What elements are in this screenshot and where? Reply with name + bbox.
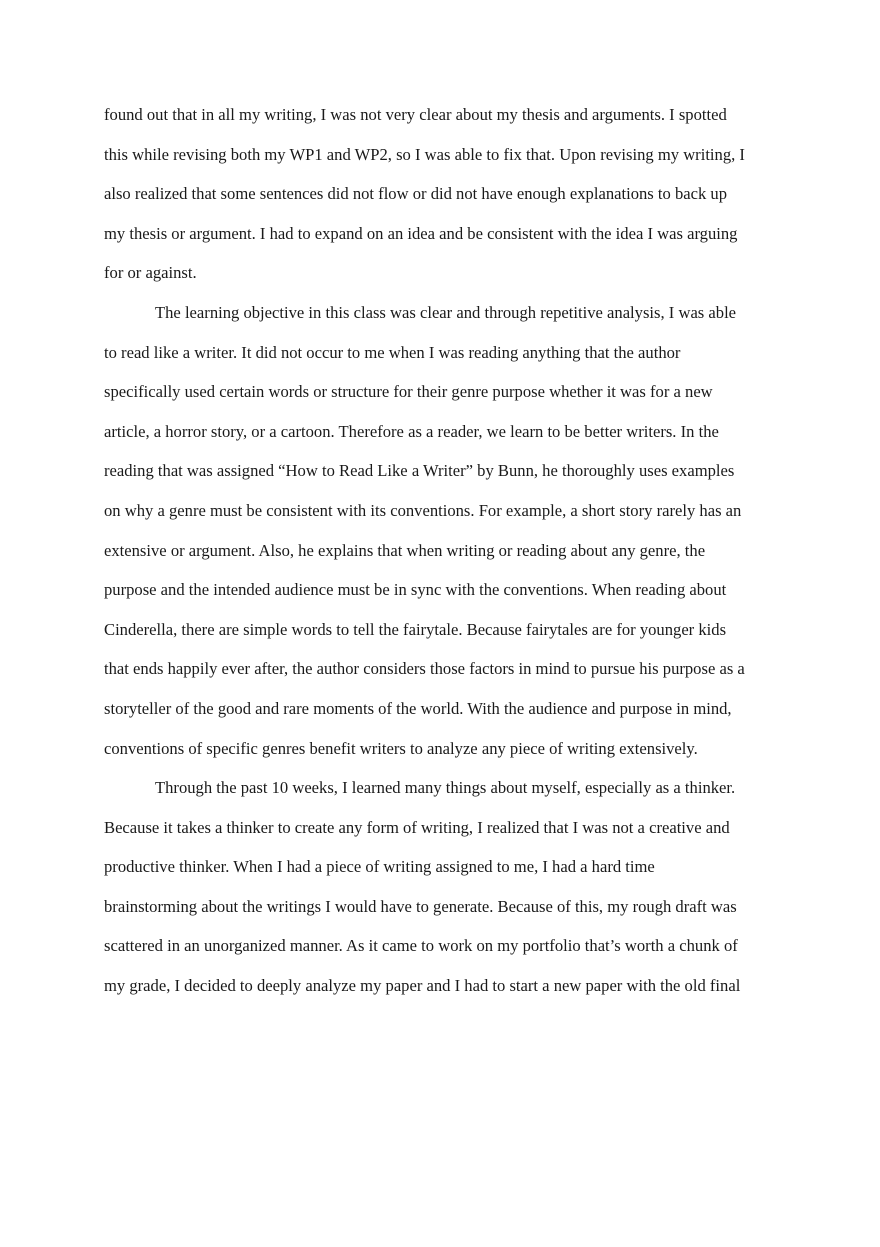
text-line: that ends happily ever after, the author considers those factors in mind to pursue his purpose as a bbox=[104, 659, 745, 679]
text-line: purpose and the intended audience must be in sync with the conventions. When reading about bbox=[104, 580, 727, 600]
text-line: found out that in all my writing, I was not very clear about my thesis and arguments. I spotted bbox=[104, 105, 727, 124]
text-line: storyteller of the good and rare moments of the world. With the audience and purpose in mind, bbox=[104, 698, 732, 718]
paragraph-1 bbox=[104, 100, 776, 298]
text-line: Because it takes a thinker to create any form of writing, I realized that I was not a creative and bbox=[104, 817, 730, 837]
text-line: Through the past 10 weeks, I learned many things about myself, especially as a thinker. bbox=[155, 778, 736, 798]
text-line: productive thinker. When I had a piece of writing assigned to me, I had a hard time bbox=[104, 857, 655, 877]
text-line: on why a genre must be consistent with its conventions. For example, a short story rarely has an bbox=[104, 500, 742, 520]
text-line: article, a horror story, or a cartoon. Therefore as a reader, we learn to be better writers. In the bbox=[104, 421, 719, 441]
paragraph-2 bbox=[104, 298, 776, 773]
text-line: brainstorming about the writings I would have to generate. Because of this, my rough draft was bbox=[104, 896, 737, 916]
text-line: scattered in an unorganized manner. As it came to work on my portfolio that’s worth a chunk of bbox=[104, 936, 738, 956]
text-line: reading that was assigned “How to Read Like a Writer” by Bunn, he thoroughly uses examples bbox=[104, 461, 735, 481]
text-line: my thesis or argument. I had to expand on an idea and be consistent with the idea I was arguing bbox=[104, 223, 738, 243]
paragraph-3 bbox=[104, 773, 776, 1011]
text-line: to read like a writer. It did not occur to me when I was reading anything that the author bbox=[104, 342, 681, 362]
text-line: also realized that some sentences did not flow or did not have enough explanations to back up bbox=[104, 184, 728, 204]
text-line: conventions of specific genres benefit writers to analyze any piece of writing extensively. bbox=[104, 738, 698, 758]
document-body bbox=[104, 100, 776, 1011]
text-line: my grade, I decided to deeply analyze my paper and I had to start a new paper with the old final bbox=[104, 976, 741, 996]
text-line: Cinderella, there are simple words to tell the fairytale. Because fairytales are for younger kids bbox=[104, 619, 727, 639]
text-line: extensive or argument. Also, he explains that when writing or reading about any genre, the bbox=[104, 540, 706, 560]
text-line: The learning objective in this class was clear and through repetitive analysis, I was able bbox=[155, 302, 737, 322]
text-line: this while revising both my WP1 and WP2, so I was able to fix that. Upon revising my writing, I bbox=[104, 144, 745, 164]
text-line: specifically used certain words or structure for their genre purpose whether it was for a new bbox=[104, 382, 713, 402]
text-line: for or against. bbox=[104, 263, 197, 283]
